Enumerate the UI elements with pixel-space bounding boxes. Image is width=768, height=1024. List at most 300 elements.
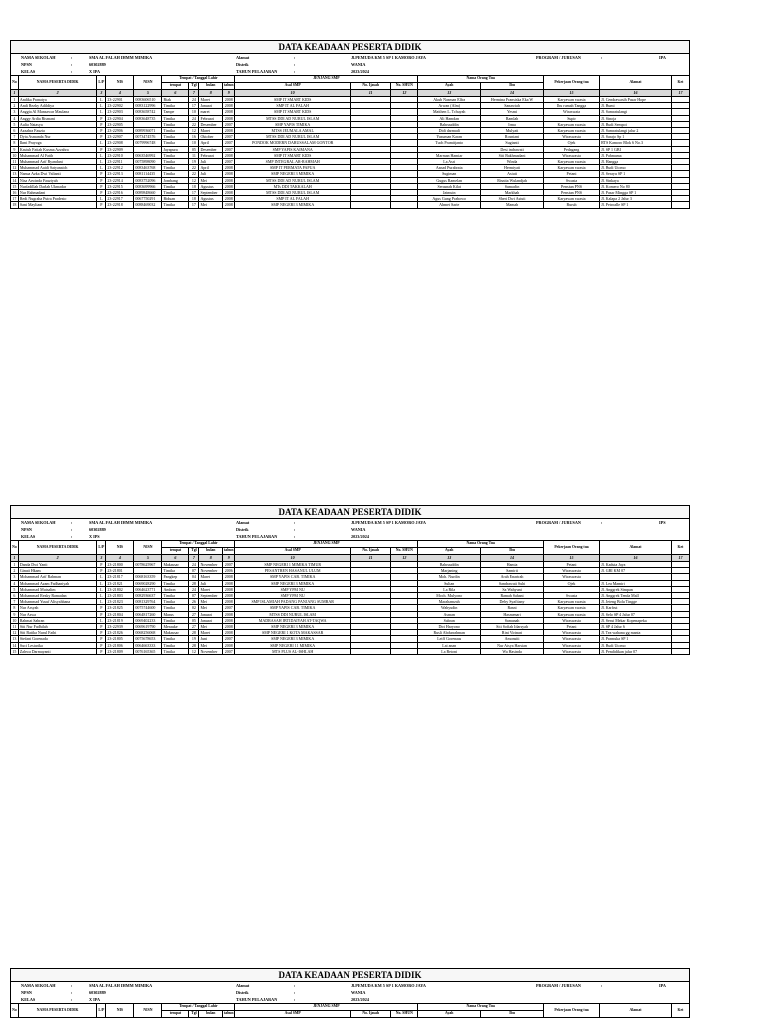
table-cell: 0088469032 — [134, 202, 162, 208]
table-cell: 2007 — [223, 605, 235, 611]
column-header-no: No — [11, 76, 19, 90]
colon-separator: : — [71, 69, 73, 74]
table-cell: 0067750291 — [134, 196, 162, 202]
table-cell: Timika — [162, 140, 189, 146]
table-cell: 23-22939 — [106, 624, 134, 630]
table-cell: 2006 — [223, 568, 235, 574]
table-cell: Marus — [162, 611, 189, 617]
table-cell: Timika — [162, 568, 189, 574]
table-cell: P — [97, 190, 106, 196]
table-cell: 04 — [189, 574, 199, 580]
table-cell: Maret — [199, 630, 223, 636]
header-npsn-label: NPSN — [21, 62, 32, 67]
table-cell: SMP YPM NU — [235, 586, 351, 592]
table-cell: 0068256068 — [134, 630, 162, 636]
table-cell: P — [97, 630, 106, 636]
header-distrik: WANIA — [351, 527, 366, 532]
table-cell: 27 — [189, 611, 199, 617]
table-cell: P — [97, 128, 106, 134]
table-cell: Muhammad Al Fatih — [18, 152, 97, 158]
table-cell: 22 — [189, 121, 199, 127]
table-cell: 2008 — [223, 624, 235, 630]
table-cell: P — [97, 624, 106, 630]
column-header-nis: NIS — [106, 76, 134, 90]
table-cell: P — [97, 121, 106, 127]
column-header-shun: No. SHUN — [391, 548, 418, 555]
table-cell: 23-21809 — [106, 648, 134, 654]
table-cell: Redi Nugraha Putra Pradesto — [18, 196, 97, 202]
table-cell: Sandrawati Suhi — [481, 580, 544, 586]
column-number: 6 — [162, 90, 189, 97]
column-header-ket: Ket — [671, 1004, 689, 1018]
table-cell: L — [97, 196, 106, 202]
colon-separator: : — [601, 55, 603, 60]
table-cell: 0064663333 — [134, 642, 162, 648]
table-cell: 2008 — [223, 152, 235, 158]
column-number: 4 — [106, 90, 134, 97]
table-cell: 23-21817 — [106, 574, 134, 580]
column-header-pekerjaan: Pekerjaan Orang tua — [543, 1004, 599, 1018]
table-cell: 23-21803 — [106, 593, 134, 599]
table-cell: 2007 — [223, 562, 235, 568]
table-cell: 0064817260 — [134, 611, 162, 617]
colon-separator: : — [294, 527, 296, 532]
table-cell: Sheri Dwi Astuti — [481, 196, 544, 202]
table-cell: Amonsiti — [481, 636, 544, 642]
table-cell: 14 — [12, 642, 17, 648]
table-cell: La Betoni — [418, 648, 481, 654]
header-kelas: X IPS — [89, 534, 100, 539]
table-cell: Andi Rezky Adildiya — [18, 103, 97, 109]
column-number: 17 — [671, 90, 689, 97]
table-cell: 23-22914 — [106, 177, 134, 183]
table-cell: Arah Enarirah — [481, 574, 544, 580]
table-cell: Jl. Lea Mamiri — [600, 580, 672, 586]
table-cell: Karyawan swasta — [543, 159, 599, 165]
table-cell: Anggy Ardia Rismani — [18, 115, 97, 121]
sheet-header-info — [10, 53, 690, 75]
table-cell: Timika — [162, 128, 189, 134]
table-cell: 12 — [189, 648, 199, 654]
table-cell: Mei — [199, 642, 223, 648]
table-cell: Petani — [543, 562, 599, 568]
table-cell: September — [199, 190, 223, 196]
table-cell: MTs DDI TAKKALAH — [235, 183, 351, 189]
table-cell: Timika — [162, 134, 189, 140]
table-cell: 8 — [11, 140, 19, 146]
table-cell — [671, 202, 689, 208]
header-school: SMA AL FALAH IHMM MIMIKA — [89, 520, 153, 525]
table-cell: 18 — [189, 183, 199, 189]
table-cell: L — [97, 159, 106, 165]
table-cell: Hasmenari — [481, 611, 544, 617]
table-cell: P — [97, 134, 106, 140]
table-cell: 24 — [189, 115, 199, 121]
table-cell: Karyawan swasta — [543, 611, 599, 617]
header-school-label: NAMA SEKOLAH — [21, 983, 56, 988]
column-number: 2 — [18, 90, 97, 97]
column-header-ijasah: No. Ijasah — [350, 1011, 390, 1018]
table-cell: 14 — [12, 177, 17, 183]
table-cell: 0069402233 — [134, 617, 162, 623]
table-cell: 23-21823 — [106, 599, 134, 605]
table-cell: 2 — [11, 103, 19, 109]
table-cell: Gugus Ramelan — [418, 177, 481, 183]
table-cell: Jl. Serayu SP 1 — [600, 171, 672, 177]
table-cell: 2008 — [223, 177, 235, 183]
table-cell: Arwan (Alm) — [418, 103, 481, 109]
header-npsn-label: NPSN — [21, 990, 32, 995]
header-alamat: Jl.PEMUDA KM 5 SP 1 KAMORO JAYA — [351, 520, 426, 525]
column-number: 16 — [600, 555, 672, 562]
table-cell: P — [97, 562, 106, 568]
column-number-row — [11, 555, 690, 562]
table-cell: Jl. SP 1 GBI — [600, 146, 672, 152]
header-program: IPS — [659, 520, 666, 525]
table-cell: Biduan — [162, 196, 189, 202]
table-cell: Jl. Kaduta Jaya — [600, 562, 672, 568]
header-alamat-label: Alamat — [236, 55, 250, 60]
table-cell: Yusuman Karan — [418, 134, 481, 140]
sheet-title: DATA KEADAAN PESERTA DIDIK — [10, 40, 690, 53]
table-cell: Wa Hasinda — [481, 648, 544, 654]
table-cell: 2008 — [223, 611, 235, 617]
header-school-label: NAMA SEKOLAH — [21, 55, 56, 60]
header-distrik: WANIA — [351, 990, 366, 995]
table-cell: 24 — [189, 97, 199, 103]
colon-separator: : — [294, 997, 296, 1002]
column-number: 9 — [223, 555, 235, 562]
table-cell: Jl. Budi Utomo — [600, 165, 672, 171]
colon-separator: : — [294, 520, 296, 525]
header-row — [11, 526, 689, 533]
table-cell: 2007 — [223, 121, 235, 127]
sheet-header-info — [10, 518, 690, 540]
table-cell: Juli — [199, 171, 223, 177]
table-cell: MADRASAH IBTIDAIYAH AT-TAQWA — [235, 617, 351, 623]
column-header-ortu: Nama Orang Tua — [418, 1004, 544, 1011]
table-cell: Oktober — [199, 134, 223, 140]
table-cell: Wiraswasta — [543, 152, 599, 158]
table-cell: 8 — [11, 605, 19, 611]
column-header-nama: NAMA PESERTA DIDIK — [18, 541, 97, 555]
table-cell: 23-21804 — [106, 611, 134, 617]
table-cell: 0068163359 — [134, 574, 162, 580]
column-header-nama: NAMA PESERTA DIDIK — [18, 76, 97, 90]
table-cell: P — [97, 605, 106, 611]
header-row — [11, 54, 689, 61]
table-cell: Jl. Budi Utomo — [600, 642, 672, 648]
table-cell: Timika — [162, 599, 189, 605]
table-cell: Mei — [199, 177, 223, 183]
students-table — [10, 75, 690, 209]
header-alamat-label: Alamat — [236, 520, 250, 525]
header-tahun: 2023/2024 — [351, 69, 369, 74]
table-cell: November — [199, 562, 223, 568]
column-number: 12 — [391, 555, 418, 562]
table-cell: 23-21802 — [106, 586, 134, 592]
table-cell: Timika — [162, 605, 189, 611]
column-header-tahun: tahun — [223, 83, 235, 90]
column-header-ibu: Ibu — [481, 1011, 544, 1018]
table-cell: 12 — [12, 630, 17, 636]
table-cell: 0076165365 — [134, 648, 162, 654]
table-cell: Wiraswasta — [543, 648, 599, 654]
header-distrik-label: Distrik — [236, 527, 249, 532]
table-cell: 0083606510 — [134, 97, 162, 103]
table-cell: 7 — [11, 599, 19, 605]
table-cell: L — [97, 574, 106, 580]
table-cell: 23-22904 — [106, 115, 134, 121]
column-number: 8 — [199, 90, 223, 97]
table-cell: 0063546992 — [134, 152, 162, 158]
column-header-tempat: tempat — [162, 548, 189, 555]
table-cell: 2008 — [223, 128, 235, 134]
table-cell: 23-21806 — [106, 642, 134, 648]
table-header-row — [11, 541, 690, 548]
table-cell: 13 — [12, 171, 17, 177]
table-cell: 19 — [189, 636, 199, 642]
table-cell: Samanah — [481, 617, 544, 623]
table-cell: Supir — [543, 115, 599, 121]
table-cell: Bahruuddin — [418, 121, 481, 127]
table-cell: 17 — [189, 190, 199, 196]
table-cell: Mei — [199, 605, 223, 611]
table-cell: Sanawiah — [481, 103, 544, 109]
column-header-nis: NIS — [106, 541, 134, 555]
table-cell: 3 — [11, 574, 19, 580]
column-header-tgl: Tgl — [189, 548, 199, 555]
table-cell: Timika — [162, 103, 189, 109]
table-cell: SMP NEGERI 3 MIMIKA — [235, 202, 351, 208]
column-header-ttl: Tempat / Tanggal Lahir — [162, 76, 235, 83]
table-cell: SMP NEGERI 11 MIMIKA — [235, 642, 351, 648]
header-kelas: X IPA — [89, 997, 100, 1002]
table-cell: Januari — [199, 611, 223, 617]
table-cell: 10 — [12, 152, 17, 158]
table-cell: 0081114435 — [134, 171, 162, 177]
table-cell: SMP IT SMART KIDS — [235, 152, 351, 158]
header-alamat-label: Alamat — [236, 983, 250, 988]
table-cell: 16 — [189, 134, 199, 140]
table-cell: 23-21800 — [106, 562, 134, 568]
table-cell: Dyta Asmanda Nur — [18, 134, 97, 140]
table-cell: Nur Arsyah — [18, 605, 97, 611]
table-cell: 4 — [11, 115, 19, 121]
table-cell: 2008 — [223, 593, 235, 599]
table-cell: Hamia — [481, 562, 544, 568]
table-cell: 0089848660 — [134, 190, 162, 196]
table-cell: Suci Lestarika — [18, 642, 97, 648]
table-cell: Jl. Serui Mekar Kopenapeka — [600, 617, 672, 623]
column-header-ttl: Tempat / Tanggal Lahir — [162, 541, 235, 548]
colon-separator: : — [294, 69, 296, 74]
table-cell: Bahruuddin — [418, 562, 481, 568]
table-cell: Makassar — [162, 630, 189, 636]
table-cell: 2008 — [223, 183, 235, 189]
table-cell: Jl. Pendidikan jalur 07 — [600, 648, 672, 654]
table-cell: Hermina Fransiska Eka W — [481, 97, 544, 103]
table-cell: Jl. SP 4 Jalur 6 — [600, 624, 672, 630]
table-cell: Wiraswata — [543, 109, 599, 115]
table-cell: April — [199, 165, 223, 171]
table-cell: L — [97, 593, 106, 599]
table-cell: 28 — [189, 642, 199, 648]
table-cell: Muhammad Aaidi Satyanaich — [18, 165, 97, 171]
column-header-bulan: bulan — [199, 548, 223, 555]
table-cell: Wiraswasta — [543, 630, 599, 636]
table-cell: 23-22902 — [106, 103, 134, 109]
column-number: 1 — [11, 90, 19, 97]
table-cell: SMP NEGERI 3 MIMIKA — [235, 171, 351, 177]
table-cell: Jl. Sarajo Sp 1 — [600, 134, 672, 140]
table-cell: 0079996748 — [134, 140, 162, 146]
table-cell: Karyawan swasta — [543, 165, 599, 171]
table-cell: Moh. Nurdin — [418, 574, 481, 580]
table-cell: Maret — [199, 574, 223, 580]
table-row — [11, 202, 690, 208]
table-cell: Wiraswasta — [543, 636, 599, 642]
table-cell: Makassar — [162, 562, 189, 568]
column-header-ibu: Ibu — [481, 83, 544, 90]
column-number: 12 — [391, 90, 418, 97]
table-cell: Irma — [481, 121, 544, 127]
table-cell: 0069619790 — [134, 624, 162, 630]
table-cell: 5 — [11, 586, 19, 592]
table-cell: Jl. Pramuka SP 1 — [600, 636, 672, 642]
column-header-asal: Asal SMP — [235, 548, 351, 555]
header-alamat: Jl.PEMUDA KM 5 SP 1 KAMORO JAYA — [351, 55, 426, 60]
table-cell: Jl. Budi Sempoi — [600, 121, 672, 127]
table-cell: Risnita Wulandjah — [481, 177, 544, 183]
column-header-tahun: tahun — [223, 1011, 235, 1018]
table-cell: 0081329764 — [134, 599, 162, 605]
column-number: 6 — [162, 555, 189, 562]
table-cell: 23-21826 — [106, 630, 134, 636]
header-tahun: 2023/2024 — [351, 997, 369, 1002]
table-cell: Jl. Selo SP 4 Jalur 07 — [600, 611, 672, 617]
table-cell: Rasni — [481, 605, 544, 611]
table-cell: 23-22916 — [106, 190, 134, 196]
table-cell: Timika — [162, 171, 189, 177]
table-cell: L — [97, 165, 106, 171]
table-cell: 27 — [189, 624, 199, 630]
header-program-label: PROGRAM / JURUSAN — [536, 983, 581, 988]
column-number: 14 — [481, 555, 544, 562]
table-cell: 23-21819 — [106, 617, 134, 623]
table-cell: 2007 — [223, 648, 235, 654]
column-header-ijasah: No. Ijasah — [350, 548, 390, 555]
table-cell: 2008 — [223, 165, 235, 171]
table-cell: L — [97, 580, 106, 586]
column-header-jenjang: JENJANG SMP — [235, 1004, 418, 1011]
table-cell: 1 — [11, 97, 19, 103]
column-number: 15 — [543, 555, 599, 562]
table-cell: 2008 — [223, 617, 235, 623]
table-cell: Jl. Sinkaya — [600, 177, 672, 183]
table-cell: Jl. Petroalle SP 1 — [600, 202, 672, 208]
column-header-lp: L/P — [97, 541, 106, 555]
table-cell: 2 — [11, 568, 19, 574]
column-number: 15 — [543, 90, 599, 97]
table-cell: Buruh — [543, 202, 599, 208]
table-cell: 2008 — [223, 642, 235, 648]
header-tahun-label: TAHUN PELAJARAN — [236, 69, 278, 74]
table-cell: Timika — [162, 159, 189, 165]
table-cell: L — [97, 152, 106, 158]
colon-separator: : — [71, 983, 73, 988]
header-row — [11, 989, 689, 996]
column-header-lp: L/P — [97, 76, 106, 90]
table-cell: Mohammad Yusuf Alisyahbana — [18, 599, 97, 605]
table-cell: 2007 — [223, 134, 235, 140]
table-cell: Mohammad Azam Fadhaniyah — [18, 580, 97, 586]
table-cell: Ojek — [543, 140, 599, 146]
column-header-bulan: bulan — [199, 1011, 223, 1018]
table-header-row — [11, 76, 690, 83]
table-cell: Jl. Hangga — [600, 159, 672, 165]
table-cell: Rusli Abdurrahman — [418, 630, 481, 636]
table-cell: Biak — [162, 97, 189, 103]
table-cell: SMP ISLAMIAH PADANG PANJANG SUMBAR — [235, 599, 351, 605]
column-header-nama: NAMA PESERTA DIDIK — [18, 1004, 97, 1018]
table-cell: La Asri — [418, 159, 481, 165]
table-cell: 2008 — [223, 630, 235, 636]
table-cell: Juli — [199, 159, 223, 165]
table-cell: SMP IT PERMATA PAPUA — [235, 165, 351, 171]
table-cell: 12 — [12, 165, 17, 171]
sheet-title: DATA KEADAAN PESERTA DIDIK — [10, 968, 690, 981]
column-header-shun: No. SHUN — [391, 1011, 418, 1018]
table-cell: 9 — [11, 146, 19, 152]
table-cell: 28 — [189, 580, 199, 586]
table-cell: MTSS DDI AD NURUL ISLAM — [235, 134, 351, 140]
table-cell: Moch. Mulyono — [418, 593, 481, 599]
table-cell: L — [97, 109, 106, 115]
column-number: 4 — [106, 555, 134, 562]
table-cell: September — [199, 593, 223, 599]
table-cell: Samirti — [481, 568, 544, 574]
table-cell: November — [199, 568, 223, 574]
table-cell: 2008 — [223, 580, 235, 586]
table-cell: Jl. Samratulangi jalur 2 — [600, 128, 672, 134]
table-cell: Nur Aswa — [18, 611, 97, 617]
table-cell: Matthen L. Tchuyah — [418, 109, 481, 115]
header-row — [11, 996, 689, 1003]
table-cell: 12 — [189, 128, 199, 134]
table-cell — [391, 648, 418, 654]
table-cell: Swasta — [543, 593, 599, 599]
table-cell: 23-21825 — [106, 605, 134, 611]
table-cell: 07 — [189, 593, 199, 599]
table-cell: 16 — [12, 190, 17, 196]
table-cell: 23-22906 — [106, 128, 134, 134]
table-cell: Timika — [162, 642, 189, 648]
column-header-alamat: Alamat — [600, 1004, 672, 1018]
table-cell: 2008 — [223, 586, 235, 592]
table-cell: 2008 — [223, 190, 235, 196]
table-cell: Timika — [162, 648, 189, 654]
table-cell: Nurfadillah Darlah Ukmadar — [18, 183, 97, 189]
table-cell: Muhammad Arif Ryandani — [18, 159, 97, 165]
table-cell: Marahamzah — [418, 599, 481, 605]
table-cell: Hermiyati — [481, 165, 544, 171]
table-cell: Serasnah Kilat — [418, 183, 481, 189]
table-cell: Siti Sofiah Idarsyah — [481, 624, 544, 630]
table-cell: 23-22913 — [106, 171, 134, 177]
table-cell: 23-22905 — [106, 121, 134, 127]
data-sheet — [10, 40, 690, 209]
